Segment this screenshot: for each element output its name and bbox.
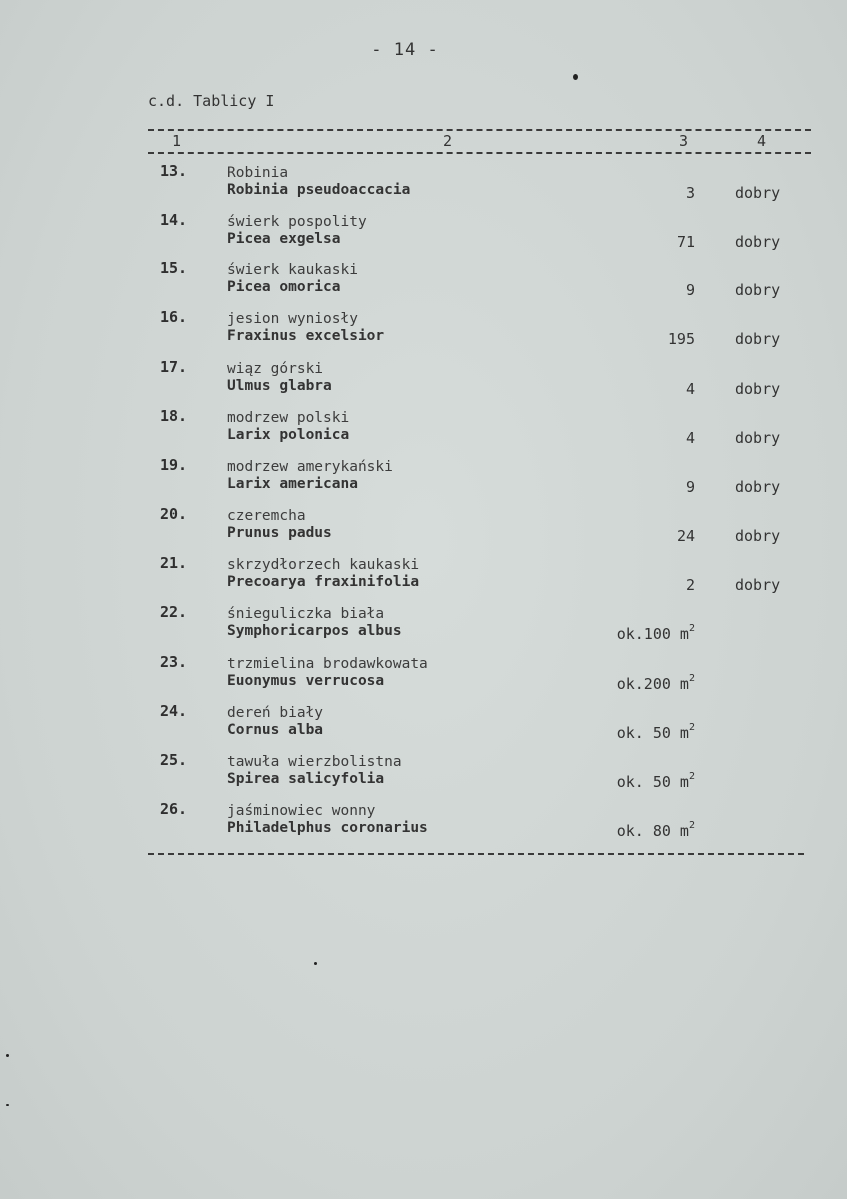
polish-name: świerk kaukaski — [227, 262, 358, 278]
area-unit-exponent: 2 — [688, 673, 695, 684]
quantity-value: 24 — [676, 527, 695, 545]
table-row — [0, 702, 847, 748]
latin-name: Spirea salicyfolia — [227, 771, 385, 787]
polish-name: trzmielina brodawkowata — [227, 656, 428, 672]
ink-speck — [6, 1104, 9, 1106]
table-row — [0, 505, 847, 551]
species-names — [227, 557, 419, 591]
column-header-1: 1 — [172, 132, 182, 150]
row-number: 21. — [160, 554, 188, 572]
row-number: 25. — [160, 751, 188, 769]
species-names — [227, 165, 410, 199]
table-row — [0, 162, 847, 208]
condition-status: dobry — [735, 184, 781, 202]
species-names — [227, 311, 384, 345]
quantity — [617, 822, 695, 840]
latin-name: Larix americana — [227, 476, 358, 492]
species-names — [227, 656, 428, 690]
row-number: 14. — [160, 211, 188, 229]
table-row — [0, 259, 847, 305]
latin-name: Symphoricarpos albus — [227, 623, 402, 639]
polish-name: modrzew polski — [227, 410, 350, 426]
species-names — [227, 410, 349, 444]
row-number: 23. — [160, 653, 188, 671]
row-number: 26. — [160, 800, 188, 818]
latin-name: Precoarya fraxinifolia — [227, 574, 420, 590]
polish-name: modrzew amerykański — [227, 459, 393, 475]
polish-name: Robinia — [227, 165, 289, 181]
quantity-value: 3 — [685, 184, 695, 202]
quantity-value: 195 — [667, 330, 695, 348]
row-number: 13. — [160, 162, 188, 180]
column-header-4: 4 — [757, 132, 767, 150]
latin-name: Fraxinus excelsior — [227, 328, 385, 344]
latin-name: Picea omorica — [227, 279, 341, 295]
polish-name: czeremcha — [227, 508, 306, 524]
latin-name: Philadelphus coronarius — [227, 820, 428, 836]
species-names — [227, 508, 332, 542]
condition-status: dobry — [735, 527, 781, 545]
table-row — [0, 554, 847, 600]
latin-name: Cornus alba — [227, 722, 324, 738]
page-number: - 14 - — [371, 40, 439, 60]
polish-name: jaśminowiec wonny — [227, 803, 376, 819]
table-header-rule — [148, 152, 811, 154]
quantity — [686, 281, 695, 299]
polish-name: skrzydłorzech kaukaski — [227, 557, 420, 573]
species-names — [227, 214, 367, 248]
condition-status: dobry — [735, 281, 781, 299]
species-names — [227, 754, 402, 788]
quantity-value: ok. 50 m — [616, 773, 689, 791]
quantity — [677, 233, 695, 251]
polish-name: jesion wyniosły — [227, 311, 358, 327]
quantity — [686, 478, 695, 496]
species-names — [227, 803, 428, 837]
condition-status: dobry — [735, 330, 781, 348]
ink-speck — [6, 1054, 9, 1057]
quantity — [686, 380, 695, 398]
table-row — [0, 800, 847, 846]
row-number: 22. — [160, 603, 188, 621]
area-unit-exponent: 2 — [688, 722, 695, 733]
area-unit-exponent: 2 — [688, 771, 695, 782]
table-row — [0, 358, 847, 404]
quantity — [686, 429, 695, 447]
row-number: 16. — [160, 308, 188, 326]
quantity — [617, 625, 695, 643]
polish-name: wiąz górski — [227, 361, 324, 377]
row-number: 17. — [160, 358, 188, 376]
species-names — [227, 705, 323, 739]
ink-speck — [573, 74, 578, 80]
latin-name: Prunus padus — [227, 525, 332, 541]
polish-name: śnieguliczka biała — [227, 606, 385, 622]
quantity — [686, 576, 695, 594]
row-number: 15. — [160, 259, 188, 277]
quantity-value: 9 — [685, 478, 695, 496]
quantity-value: ok.100 m — [616, 625, 689, 643]
quantity-value: 4 — [685, 429, 695, 447]
quantity-value: 4 — [685, 380, 695, 398]
species-names — [227, 459, 393, 493]
column-header-3: 3 — [679, 132, 689, 150]
polish-name: dereń biały — [227, 705, 324, 721]
condition-status: dobry — [735, 380, 781, 398]
quantity-value: ok. 50 m — [616, 724, 689, 742]
species-names — [227, 606, 402, 640]
area-unit-exponent: 2 — [688, 820, 695, 831]
table-caption: c.d. Tablicy I — [148, 92, 275, 110]
table-row — [0, 603, 847, 649]
latin-name: Larix polonica — [227, 427, 350, 443]
table-top-rule — [148, 129, 811, 131]
area-unit-exponent: 2 — [688, 623, 695, 634]
table-row — [0, 456, 847, 502]
quantity-value: ok.200 m — [616, 675, 689, 693]
species-names — [227, 361, 332, 395]
table-row — [0, 308, 847, 354]
species-names — [227, 262, 358, 296]
row-number: 19. — [160, 456, 188, 474]
quantity — [617, 675, 695, 693]
table-bottom-rule — [148, 853, 804, 855]
table-row — [0, 407, 847, 453]
row-number: 24. — [160, 702, 188, 720]
quantity-value: 2 — [685, 576, 695, 594]
table-row — [0, 751, 847, 797]
condition-status: dobry — [735, 233, 781, 251]
latin-name: Ulmus glabra — [227, 378, 332, 394]
row-number: 18. — [160, 407, 188, 425]
ink-speck — [314, 962, 317, 965]
quantity — [677, 527, 695, 545]
latin-name: Picea exgelsa — [227, 231, 341, 247]
condition-status: dobry — [735, 576, 781, 594]
quantity-value: ok. 80 m — [616, 822, 689, 840]
condition-status: dobry — [735, 478, 781, 496]
quantity — [668, 330, 695, 348]
quantity — [617, 773, 695, 791]
row-number: 20. — [160, 505, 188, 523]
quantity-value: 9 — [685, 281, 695, 299]
polish-name: tawuła wierzbolistna — [227, 754, 402, 770]
table-row — [0, 211, 847, 257]
polish-name: świerk pospolity — [227, 214, 367, 230]
table-row — [0, 653, 847, 699]
latin-name: Euonymus verrucosa — [227, 673, 385, 689]
condition-status: dobry — [735, 429, 781, 447]
quantity — [686, 184, 695, 202]
quantity-value: 71 — [676, 233, 695, 251]
quantity — [617, 724, 695, 742]
latin-name: Robinia pseudoaccacia — [227, 182, 411, 198]
column-header-2: 2 — [443, 132, 453, 150]
